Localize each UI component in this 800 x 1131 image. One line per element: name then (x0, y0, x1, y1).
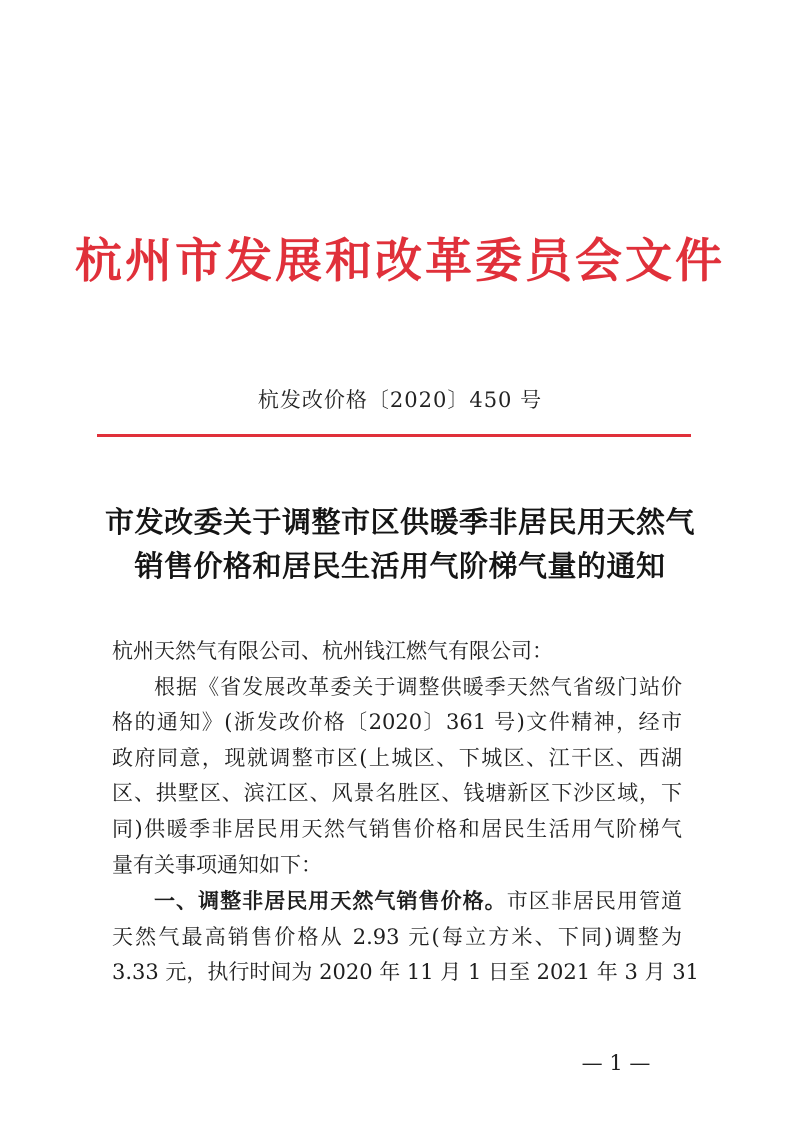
red-divider-line (97, 434, 691, 437)
paragraph-line: 格的通知》(浙发改价格〔2020〕361 号)文件精神，经市 (112, 710, 682, 735)
section-1-text: 市区非居民用管道 (506, 889, 683, 914)
notice-body (112, 634, 699, 991)
paragraph-line: 量有关事项通知如下： (112, 852, 322, 877)
paragraph-line: 同)供暖季非居民用天然气销售价格和居民生活用气阶梯气 (112, 816, 682, 841)
notice-title (0, 500, 800, 588)
recipient-line: 杭州天然气有限公司、杭州钱江燃气有限公司： (112, 639, 553, 663)
notice-title-line-1: 市发改委关于调整市区供暖季非居民用天然气 (104, 505, 695, 539)
issuing-authority-title: 杭州市发展和改革委员会文件 (75, 234, 725, 289)
paragraph-line: 天然气最高销售价格从 2.93 元(每立方米、下同)调整为 (112, 924, 682, 949)
page-number: — 1 — (581, 1051, 651, 1075)
notice-title-line-2: 销售价格和居民生活用气阶梯气量的通知 (134, 549, 666, 583)
document-number: 杭发改价格〔2020〕450 号 (257, 388, 543, 412)
paragraph-line: 政府同意，现就调整市区(上城区、下城区、江干区、西湖 (112, 745, 682, 770)
paragraph-line: 3.33 元，执行时间为 2020 年 11 月 1 日至 2021 年 3 月 31 (112, 960, 699, 985)
paragraph-line: 区、拱墅区、滨江区、风景名胜区、钱塘新区下沙区域，下 (112, 781, 682, 806)
section-1-first-line (112, 883, 682, 920)
paragraph-line: 根据《省发展改革委关于调整供暖季天然气省级门站价 (154, 674, 682, 699)
section-1-heading: 一、调整非居民用天然气销售价格。 (154, 888, 507, 914)
